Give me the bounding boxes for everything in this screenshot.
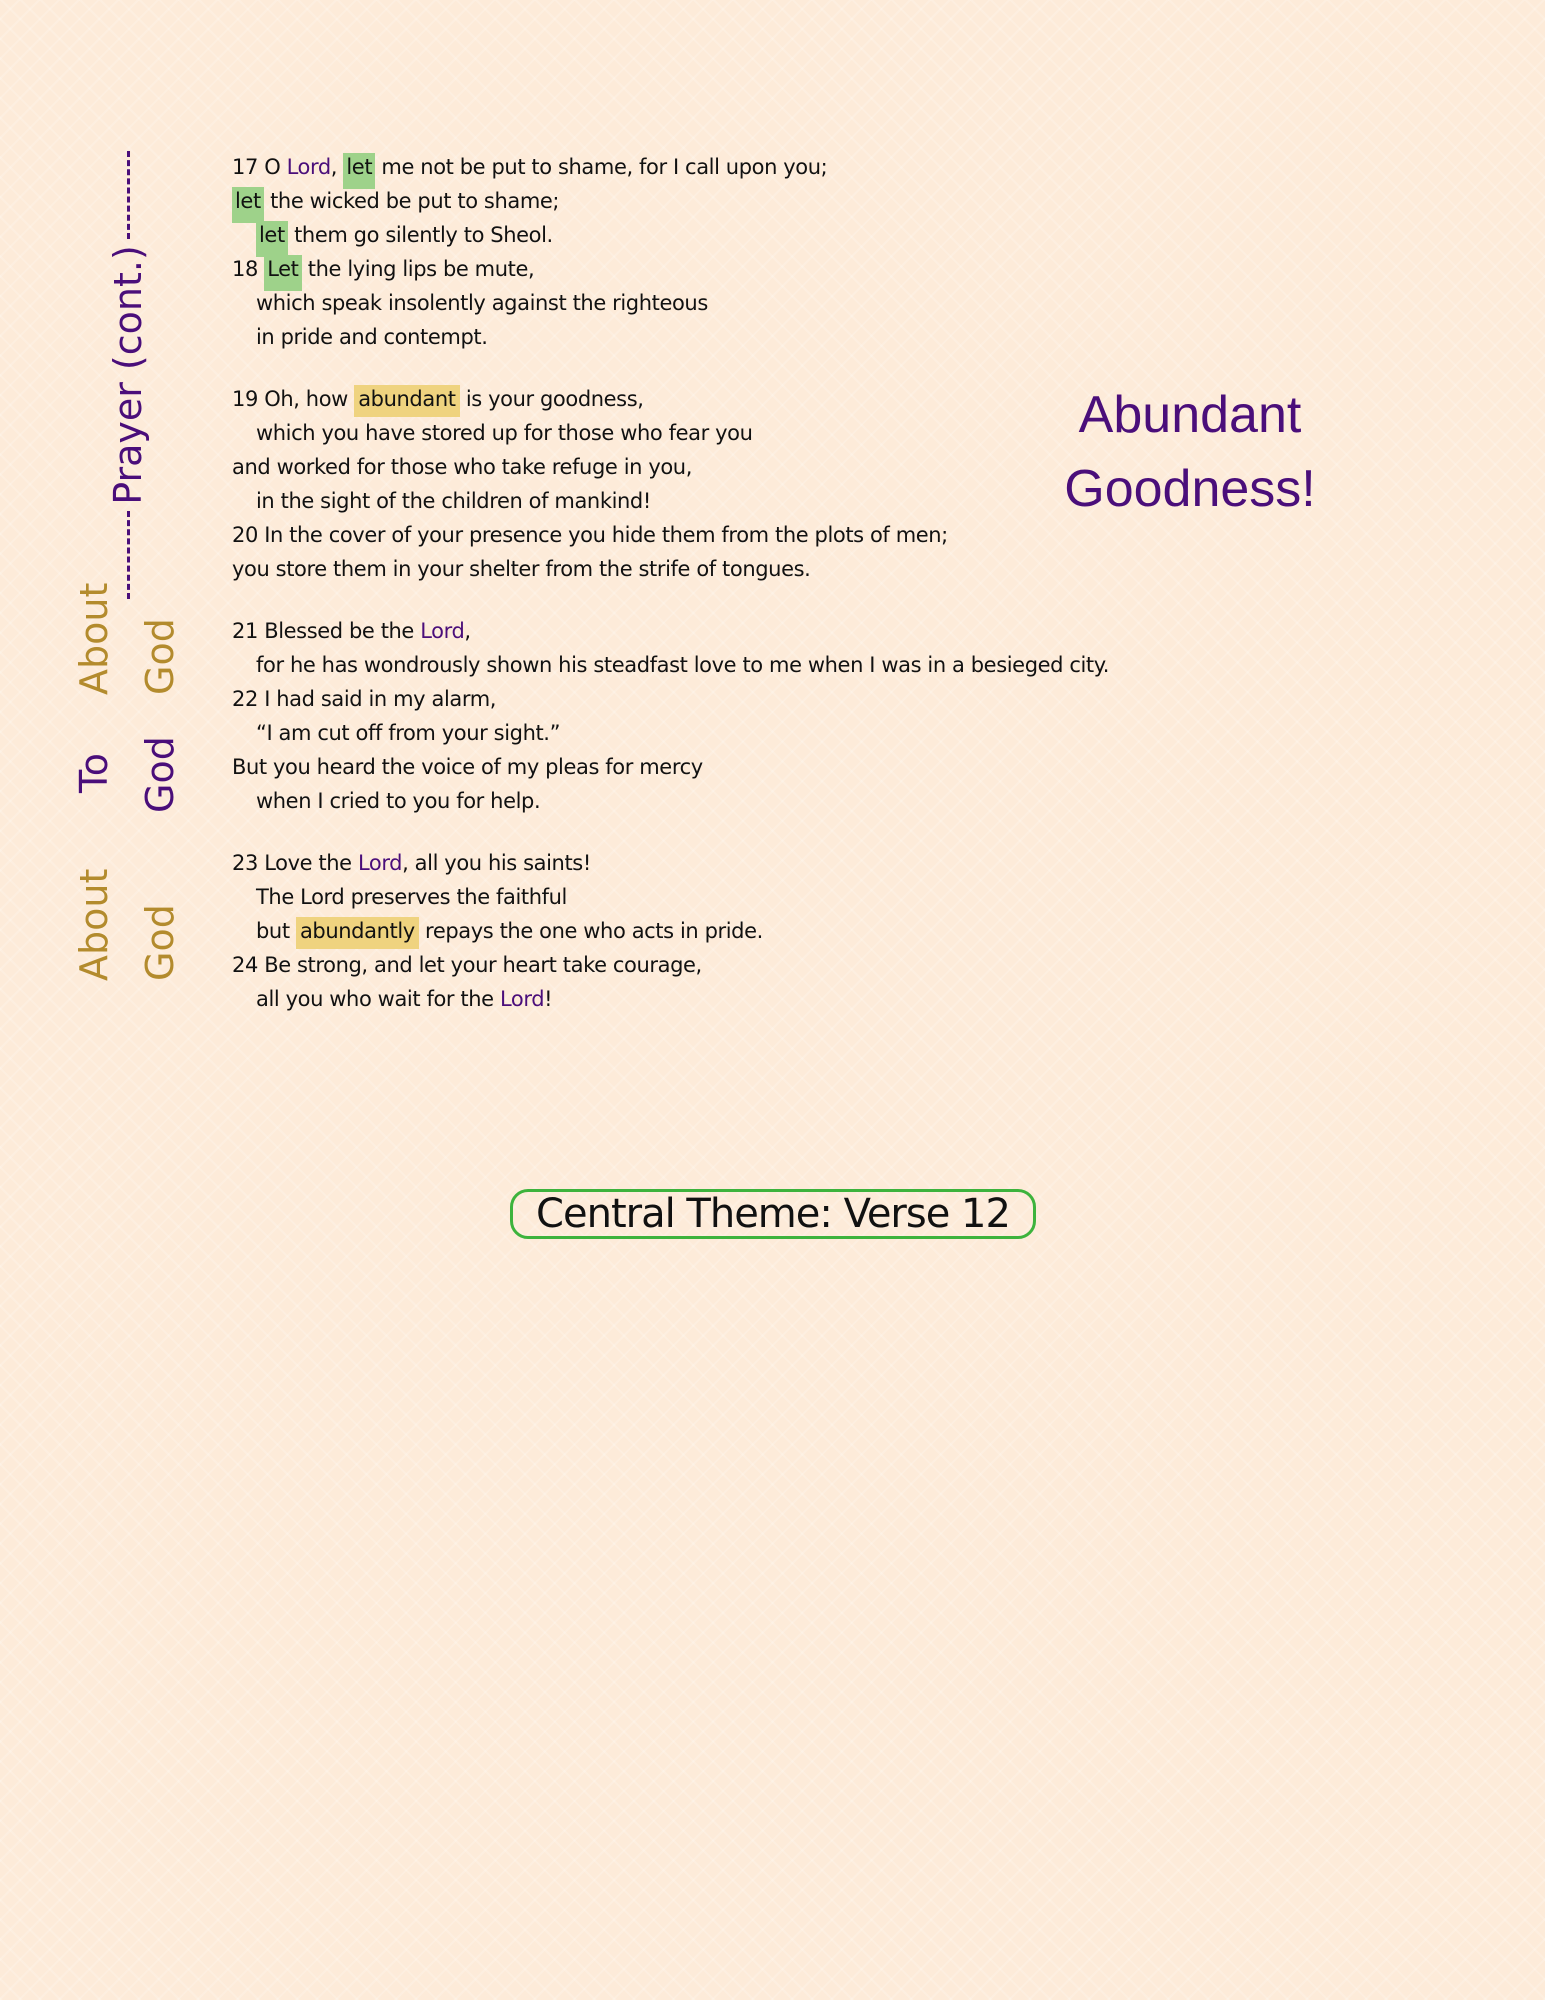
verse-line: But you heard the voice of my pleas for mercy	[232, 755, 703, 779]
god-label: God	[138, 736, 182, 813]
verse-line: in pride and contempt.	[256, 325, 488, 349]
verse-line	[232, 218, 1109, 252]
verse-line	[232, 184, 1109, 218]
prayer-label	[104, 145, 152, 605]
highlight-let: Let	[264, 255, 301, 291]
verse-text: the lying lips be mute,	[301, 257, 535, 281]
highlight-abundantly: abundantly	[296, 917, 419, 949]
heading-line: Abundant	[1078, 386, 1302, 444]
verse-line: and worked for those who take refuge in you,	[232, 455, 692, 479]
verse-line: “I am cut off from your sight.”	[256, 721, 561, 745]
verse-line	[232, 382, 1109, 416]
heading-line: Goodness!	[1064, 460, 1316, 518]
verse-text: all you who wait for the	[256, 987, 500, 1011]
stanza	[232, 382, 1109, 586]
verse-line	[232, 914, 1109, 948]
lord-word: Lord	[499, 987, 545, 1011]
highlight-abundant: abundant	[354, 385, 459, 417]
verse-line	[232, 150, 1109, 184]
verse-text: is your goodness,	[459, 387, 644, 411]
lord-word: Lord	[357, 851, 403, 875]
highlight-let: let	[256, 221, 288, 257]
lord-word: Lord	[286, 155, 331, 179]
god-label: God	[138, 904, 182, 981]
verse-line: in the sight of the children of mankind!	[256, 489, 651, 513]
verse-line	[232, 252, 1109, 286]
god-label: God	[138, 618, 182, 695]
dash-divider	[127, 511, 130, 599]
stanza	[232, 614, 1109, 818]
verse-line	[232, 846, 1109, 880]
highlight-let: let	[343, 153, 375, 189]
to-label: To	[72, 752, 116, 793]
dash-divider	[127, 151, 130, 239]
highlight-let: let	[232, 187, 264, 223]
verse-text: repays the one who acts in pride.	[418, 919, 763, 943]
verse-text: them go silently to Sheol.	[287, 223, 553, 247]
verse-line: which you have stored up for those who fear you	[256, 421, 753, 445]
verse-text: 18	[232, 257, 265, 281]
verse-text: the wicked be put to shame;	[263, 189, 560, 213]
abundant-goodness-heading	[1040, 378, 1340, 526]
verse-line	[232, 982, 1109, 1016]
lord-word: Lord	[420, 619, 465, 643]
stanza	[232, 846, 1109, 1016]
punctuation: ,	[330, 155, 338, 179]
verse-line: 24 Be strong, and let your heart take courage,	[232, 953, 702, 977]
punctuation: ,	[464, 619, 471, 643]
verse-line: which speak insolently against the righteous	[256, 291, 708, 315]
verse-line: when I cried to you for help.	[256, 789, 541, 813]
verse-line: 20 In the cover of your presence you hide them from the plots of men;	[232, 523, 948, 547]
about-label: About	[72, 582, 116, 695]
scripture-passage	[232, 150, 1109, 1044]
stanza	[232, 150, 1109, 354]
verse-text: but	[256, 919, 296, 943]
verse-text: 21 Blessed be the	[232, 619, 421, 643]
about-label: About	[72, 868, 116, 981]
verse-text: , all you his saints!	[402, 851, 591, 875]
verse-line: The Lord preserves the faithful	[256, 885, 567, 909]
verse-text: 17 O	[232, 155, 287, 179]
prayer-label-text: Prayer (cont.)	[106, 245, 150, 505]
central-theme-text: Central Theme: Verse 12	[536, 1191, 1010, 1237]
verse-line: 22 I had said in my alarm,	[232, 687, 497, 711]
verse-line: you store them in your shelter from the strife of tongues.	[232, 557, 811, 581]
verse-line	[232, 614, 1109, 648]
punctuation: !	[544, 987, 553, 1011]
verse-text: 19 Oh, how	[232, 387, 355, 411]
verse-text: me not be put to shame, for I call upon you;	[375, 155, 828, 179]
verse-line: for he has wondrously shown his steadfast love to me when I was in a besieged city.	[256, 653, 1110, 677]
verse-text: 23 Love the	[232, 851, 358, 875]
central-theme-box	[510, 1189, 1036, 1239]
